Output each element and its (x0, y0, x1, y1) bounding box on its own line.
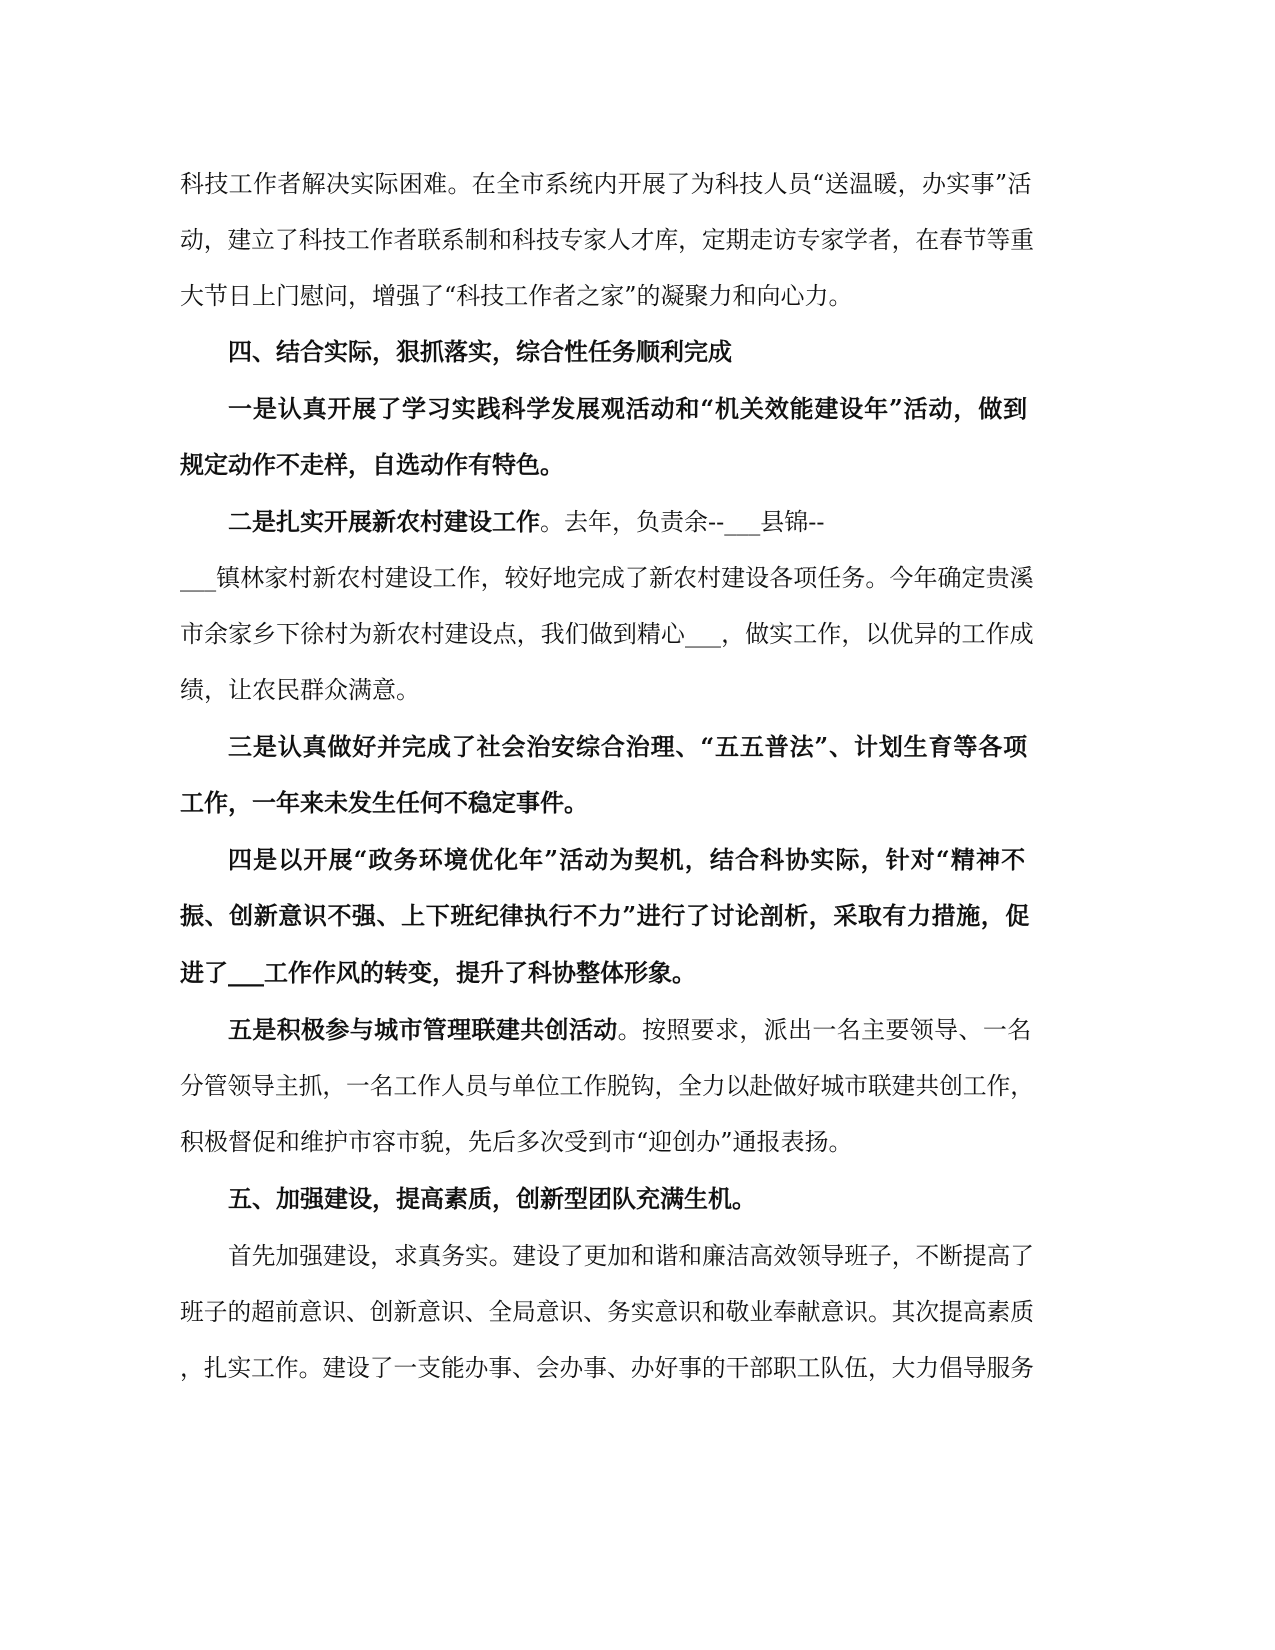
text-line (0, 437, 1275, 493)
text-line (0, 606, 1275, 662)
text-segment: 。去年，负责余--___县锦-- (540, 508, 825, 536)
text-line (0, 550, 1275, 606)
text-line (0, 1340, 1275, 1396)
text-segment: 科技工作者解决实际困难。在全市系统内开展了为科技人员“送温暖，办实事”活 (180, 170, 1032, 198)
text-segment: ，扎实工作。建设了一支能办事、会办事、办好事的干部职工队伍，大力倡导服务 (180, 1354, 1034, 1382)
text-line (0, 268, 1275, 324)
text-segment: 分管领导主抓，一名工作人员与单位工作脱钩，全力以赴做好城市联建共创工作， (180, 1072, 1034, 1100)
text-line (0, 662, 1275, 718)
text-line (0, 494, 1275, 550)
text-segment: 市余家乡下徐村为新农村建设点，我们做到精心___，做实工作，以优异的工作成 (180, 620, 1034, 648)
section-heading (0, 1171, 1275, 1227)
text-line (0, 1002, 1275, 1058)
text-line (0, 719, 1275, 775)
text-segment: 首先加强建设，求真务实。建设了更加和谐和廉洁高效领导班子，不断提高了 (228, 1242, 1034, 1270)
text-segment: 四、结合实际，狠抓落实，综合性任务顺利完成 (228, 337, 732, 366)
text-segment: 大节日上门慰问，增强了“科技工作者之家”的凝聚力和向心力。 (180, 282, 853, 310)
text-line (0, 888, 1275, 944)
text-line (0, 1228, 1275, 1284)
text-segment: 五是积极参与城市管理联建共创活动 (228, 1015, 618, 1044)
text-segment: 振、创新意识不强、上下班纪律执行不力”进行了讨论剖析，采取有力措施，促 (180, 901, 1030, 930)
text-line (0, 1284, 1275, 1340)
text-line (0, 381, 1275, 437)
text-segment: 绩，让农民群众满意。 (180, 676, 420, 704)
section-heading (0, 324, 1275, 380)
text-segment: 五、加强建设，提高素质，创新型团队充满生机。 (228, 1184, 756, 1213)
text-line (0, 212, 1275, 268)
text-segment: 规定动作不走样，自选动作有特色。 (180, 450, 564, 479)
text-segment: ___镇林家村新农村建设工作，较好地完成了新农村建设各项任务。今年确定贵溪 (180, 564, 1034, 592)
text-segment: 班子的超前意识、创新意识、全局意识、务实意识和敬业奉献意识。其次提高素质 (180, 1298, 1034, 1326)
text-segment: 一是认真开展了学习实践科学发展观活动和“机关效能建设年”活动，做到 (228, 394, 1028, 423)
text-line (0, 1114, 1275, 1170)
text-line (0, 945, 1275, 1001)
text-line (0, 1058, 1275, 1114)
text-segment: 动，建立了科技工作者联系制和科技专家人才库，定期走访专家学者，在春节等重 (180, 226, 1034, 254)
text-segment: 进了___工作作风的转变，提升了科协整体形象。 (180, 958, 696, 987)
text-line (0, 832, 1275, 888)
text-segment: 。按照要求，派出一名主要领导、一名 (617, 1016, 1032, 1044)
text-line (0, 156, 1275, 212)
text-segment: 积极督促和维护市容市貌，先后多次受到市“迎创办”通报表扬。 (180, 1128, 853, 1156)
text-segment: 工作，一年来未发生任何不稳定事件。 (180, 788, 588, 817)
text-segment: 三是认真做好并完成了社会治安综合治理、“五五普法”、计划生育等各项 (228, 732, 1028, 761)
text-line (0, 775, 1275, 831)
text-segment: 二是扎实开展新农村建设工作 (228, 507, 540, 536)
text-segment: 四是以开展“政务环境优化年”活动为契机，结合科协实际，针对“精神不 (228, 845, 1027, 874)
